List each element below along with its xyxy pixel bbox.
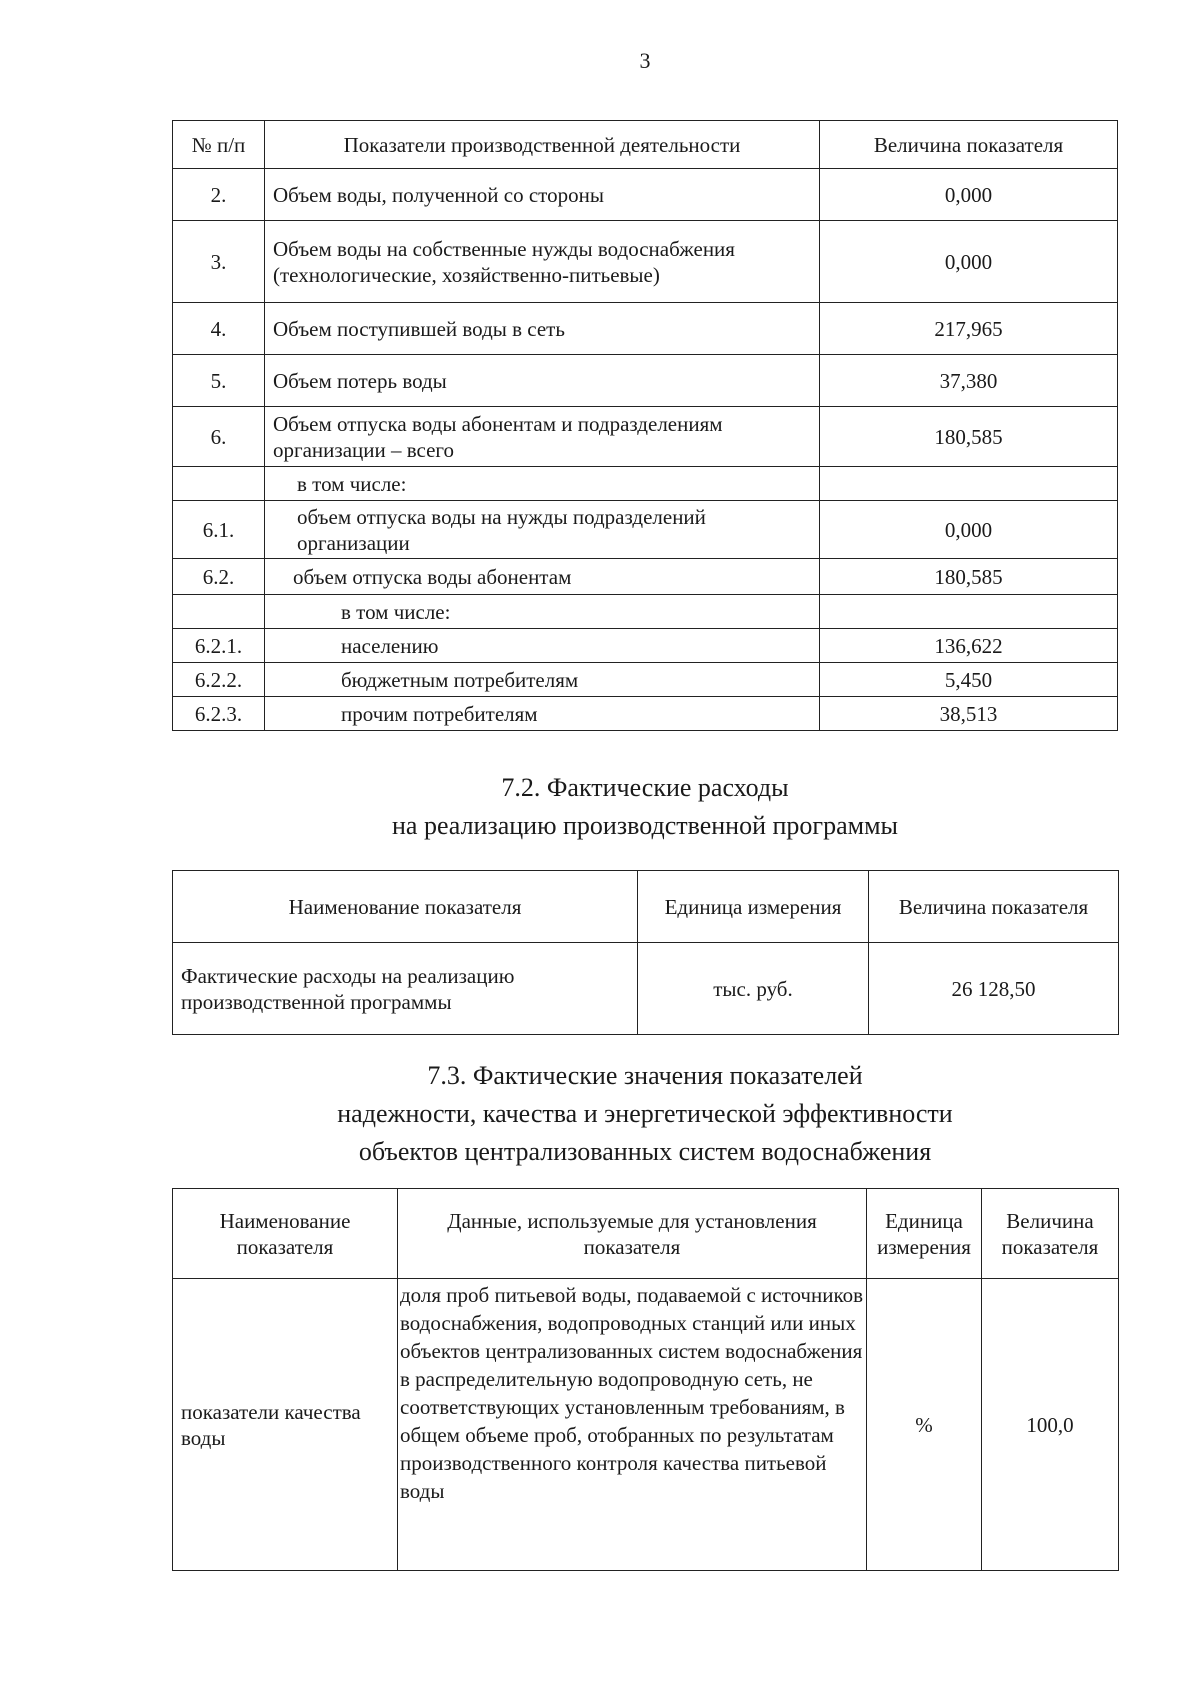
column-header-value: Величина показателя (820, 121, 1118, 169)
table-row (173, 407, 1118, 467)
column-header-number: № п/п (173, 121, 265, 169)
table-row (173, 303, 1118, 355)
production-indicators-table (172, 120, 1118, 731)
row-name: населению (265, 629, 820, 663)
table-header-row (173, 871, 1119, 943)
column-header-data: Данные, используемые для установления показателя (398, 1189, 867, 1279)
row-name: Объем воды на собственные нужды водоснабжения (технологические, хозяйственно-питьевые) (265, 221, 820, 303)
table-row (173, 355, 1118, 407)
row-value: 217,965 (820, 303, 1118, 355)
indicator-unit: % (867, 1279, 982, 1571)
page-number: 3 (639, 48, 651, 73)
row-number: 5. (173, 355, 265, 407)
row-value (820, 595, 1118, 629)
row-value: 37,380 (820, 355, 1118, 407)
section-7-3-title-line2: надежности, качества и энергетической эффективности (337, 1099, 953, 1128)
table-row (173, 943, 1119, 1035)
row-value (820, 467, 1118, 501)
row-name: объем отпуска воды на нужды подразделений организации (265, 501, 820, 559)
row-name: Объем отпуска воды абонентам и подразделениям организации – всего (265, 407, 820, 467)
table-row (173, 1279, 1119, 1571)
table-row (173, 697, 1118, 731)
column-header-unit: Единица измерения (638, 871, 869, 943)
column-header-unit: Единица измерения (867, 1189, 982, 1279)
row-name: Объем воды, полученной со стороны (265, 169, 820, 221)
row-value: 0,000 (820, 169, 1118, 221)
table-row (173, 595, 1118, 629)
row-name: в том числе: (265, 595, 820, 629)
table-row (173, 467, 1118, 501)
indicator-name: показатели качества воды (173, 1279, 398, 1571)
row-number: 3. (173, 221, 265, 303)
row-number: 2. (173, 169, 265, 221)
row-value: 0,000 (820, 221, 1118, 303)
reliability-quality-table (172, 1188, 1119, 1571)
column-header-value: Величина показателя (982, 1189, 1119, 1279)
table-header-row (173, 1189, 1119, 1279)
table-row (173, 221, 1118, 303)
row-number: 6.2.2. (173, 663, 265, 697)
actual-expenses-table (172, 870, 1119, 1035)
column-header-name: Наименование показателя (173, 1189, 398, 1279)
section-7-3-title-line3: объектов централизованных систем водоснабжения (358, 1137, 932, 1166)
table-header-row (173, 121, 1118, 169)
indicator-data: доля проб питьевой воды, подаваемой с источников водоснабжения, водопроводных станций или иных объектов централизованных систем водоснабжения в распределительную водопроводную сеть, не соответствующих установленным требованиям, в общем объеме проб, отобранных по результатам производственного контроля качества питьевой воды (398, 1279, 867, 1571)
row-value: 180,585 (820, 407, 1118, 467)
table-row (173, 169, 1118, 221)
table-row (173, 559, 1118, 595)
row-number: 4. (173, 303, 265, 355)
row-name: в том числе: (265, 467, 820, 501)
section-7-3-title-line1: 7.3. Фактические значения показателей (427, 1061, 863, 1090)
indicator-value: 100,0 (982, 1279, 1119, 1571)
row-name: объем отпуска воды абонентам (265, 559, 820, 595)
table-row (173, 663, 1118, 697)
row-value: 136,622 (820, 629, 1118, 663)
table-row (173, 501, 1118, 559)
row-number (173, 467, 265, 501)
expense-value: 26 128,50 (869, 943, 1119, 1035)
column-header-value: Величина показателя (869, 871, 1119, 943)
row-name: Объем поступившей воды в сеть (265, 303, 820, 355)
column-header-indicator: Показатели производственной деятельности (265, 121, 820, 169)
row-name: прочим потребителям (265, 697, 820, 731)
row-number: 6.2. (173, 559, 265, 595)
table-row (173, 629, 1118, 663)
row-value: 5,450 (820, 663, 1118, 697)
row-value: 180,585 (820, 559, 1118, 595)
column-header-name: Наименование показателя (173, 871, 638, 943)
row-number: 6.2.3. (173, 697, 265, 731)
row-name: бюджетным потребителям (265, 663, 820, 697)
row-value: 0,000 (820, 501, 1118, 559)
section-7-2-title-line2: на реализацию производственной программы (391, 811, 898, 840)
row-number: 6. (173, 407, 265, 467)
row-number: 6.2.1. (173, 629, 265, 663)
row-number (173, 595, 265, 629)
row-name: Объем потерь воды (265, 355, 820, 407)
row-number: 6.1. (173, 501, 265, 559)
expense-unit: тыс. руб. (638, 943, 869, 1035)
row-value: 38,513 (820, 697, 1118, 731)
expense-name: Фактические расходы на реализацию производственной программы (173, 943, 638, 1035)
section-7-2-title-line1: 7.2. Фактические расходы (501, 773, 789, 802)
